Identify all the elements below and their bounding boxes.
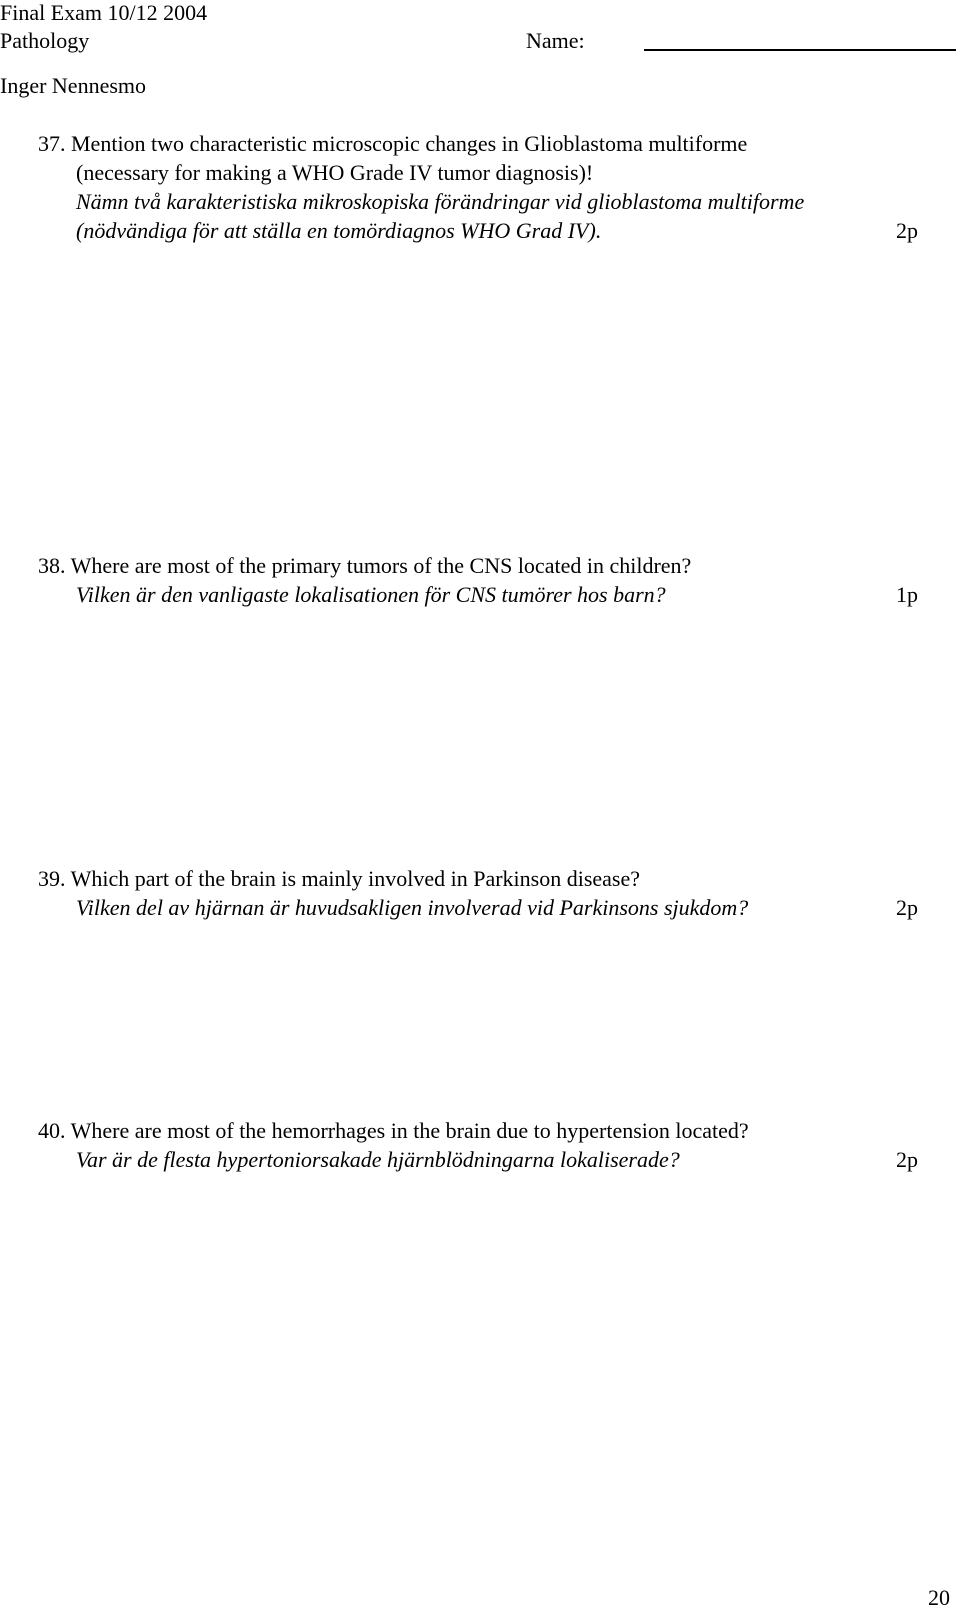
question-39-en: 39. Which part of the brain is mainly involved in Parkinson disease?: [38, 866, 641, 891]
question-39-points: 2p: [896, 895, 918, 920]
question-38-en: 38. Where are most of the primary tumors of the CNS located in children?: [38, 553, 692, 578]
page-number: 20: [928, 1585, 950, 1610]
name-field-line[interactable]: [644, 49, 956, 51]
question-38-sv: Vilken är den vanligaste lokalisationen för CNS tumörer hos barn?: [76, 582, 666, 607]
question-37-en-line1: 37. Mention two characteristic microscopic changes in Glioblastoma multiforme: [38, 131, 748, 156]
name-label: Name:: [526, 28, 585, 53]
subject-label: Pathology: [0, 28, 90, 53]
teacher-name: Inger Nennesmo: [0, 73, 147, 98]
exam-title: Final Exam 10/12 2004: [0, 0, 208, 25]
question-38-points: 1p: [896, 582, 918, 607]
question-40-en: 40. Where are most of the hemorrhages in the brain due to hypertension located?: [38, 1118, 749, 1143]
question-37-sv-line1: Nämn två karakteristiska mikroskopiska förändringar vid glioblastoma multiforme: [76, 189, 805, 214]
question-40-sv: Var är de flesta hypertoniorsakade hjärnblödningarna lokaliserade?: [76, 1147, 680, 1172]
question-40-points: 2p: [896, 1147, 918, 1172]
question-37-sv-line2: (nödvändiga för att ställa en tomördiagnos WHO Grad IV).: [76, 218, 602, 243]
question-39-sv: Vilken del av hjärnan är huvudsakligen involverad vid Parkinsons sjukdom?: [76, 895, 749, 920]
question-37-en-line2: (necessary for making a WHO Grade IV tumor diagnosis)!: [76, 160, 594, 185]
question-37-points: 2p: [896, 218, 918, 243]
